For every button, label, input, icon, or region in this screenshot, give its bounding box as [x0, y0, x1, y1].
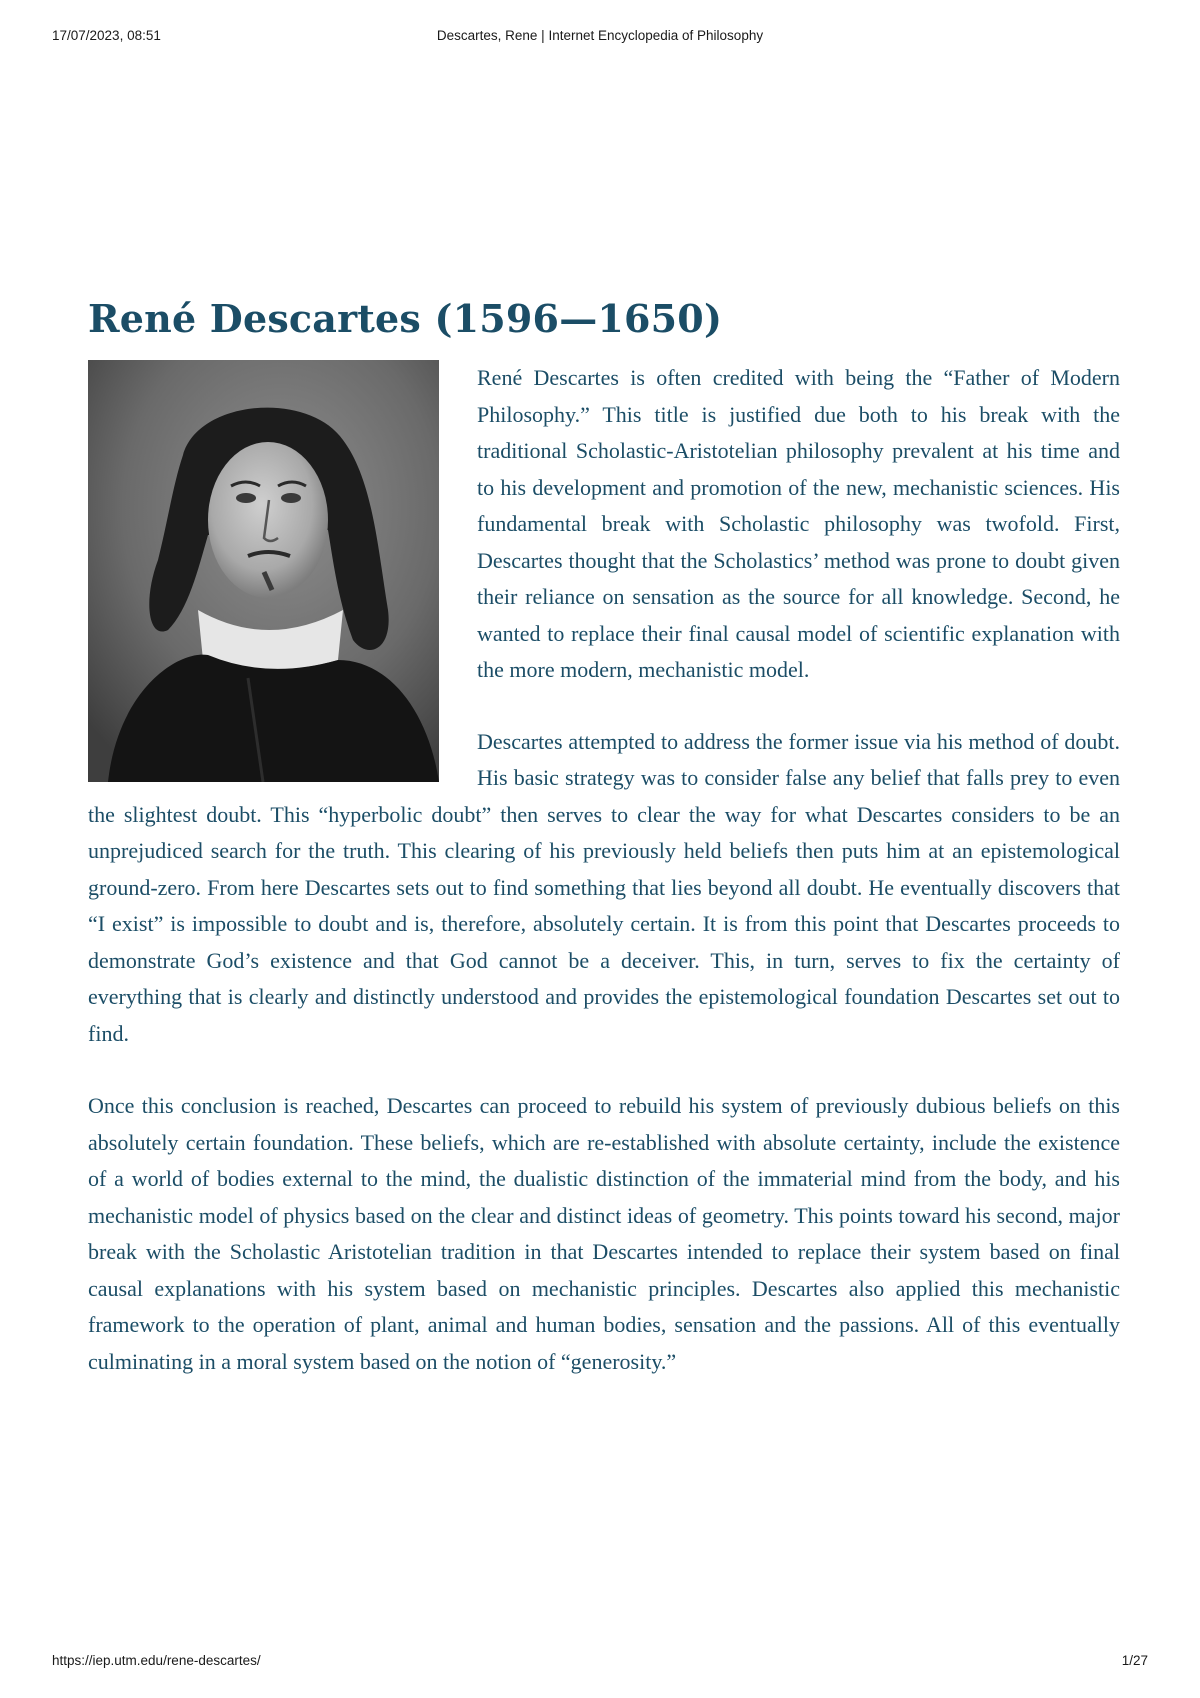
intro-paragraph-2: Descartes attempted to address the former issue via his method of doubt. His basic strategy was to consider false any belief that falls prey to even the slightest doubt. This “hyperbolic doubt” then serves to clear the way for what Descartes considers to be an unprejudiced search for the truth. This clearing of his previously held beliefs then puts him at an epistemological ground-zero. From here Descartes sets out to find something that lies beyond all doubt. He eventually discovers that “I exist” is impossible to doubt and is, therefore, absolutely certain. It is from this point that Descartes proceeds to demonstrate God’s existence and that God cannot be a deceiver. This, in turn, serves to fix the certainty of everything that is clearly and distinctly understood and provides the epistemological foundation Descartes set out to find. — [88, 728, 1120, 1046]
intro-paragraph-1: René Descartes is often credited with being the “Father of Modern Philosophy.” This title is justified due both to his break with the traditional Scholastic-Aristotelian philosophy prevalent at his time and to his development and promotion of the new, mechanistic sciences. His fundamental break with Scholastic philosophy was twofold. First, Descartes thought that the Scholastics’ method was prone to doubt given their reliance on sensation as the source for all knowledge. Second, he wanted to replace their final causal model of scientific explanation with the more modern, mechanistic model. — [477, 365, 1120, 682]
article — [88, 296, 1120, 1380]
descartes-portrait-image — [88, 360, 439, 782]
portrait-engraving-icon — [88, 360, 439, 782]
print-page-counter: 1/27 — [1121, 1653, 1148, 1668]
print-header — [52, 28, 1148, 48]
print-url: https://iep.utm.edu/rene-descartes/ — [52, 1653, 261, 1668]
intro-paragraph-3: Once this conclusion is reached, Descartes can proceed to rebuild his system of previously dubious beliefs on this absolutely certain foundation. These beliefs, which are re-established with absolute certainty, include the existence of a world of bodies external to the mind, the dualistic distinction of the immaterial mind from the body, and his mechanistic model of physics based on the clear and distinct ideas of geometry. This points toward his second, major break with the Scholastic Aristotelian tradition in that Descartes intended to replace their system based on final causal explanations with his system based on mechanistic principles. Descartes also applied this mechanistic framework to the operation of plant, animal and human bodies, sensation and the passions. All of this eventually culminating in a moral system based on the notion of “generosity.” — [88, 1093, 1120, 1374]
print-datetime: 17/07/2023, 08:51 — [52, 28, 161, 43]
print-footer — [52, 1653, 1148, 1673]
article-title: René Descartes (1596—1650) — [88, 296, 723, 341]
print-page-title: Descartes, Rene | Internet Encyclopedia of Philosophy — [436, 28, 764, 43]
